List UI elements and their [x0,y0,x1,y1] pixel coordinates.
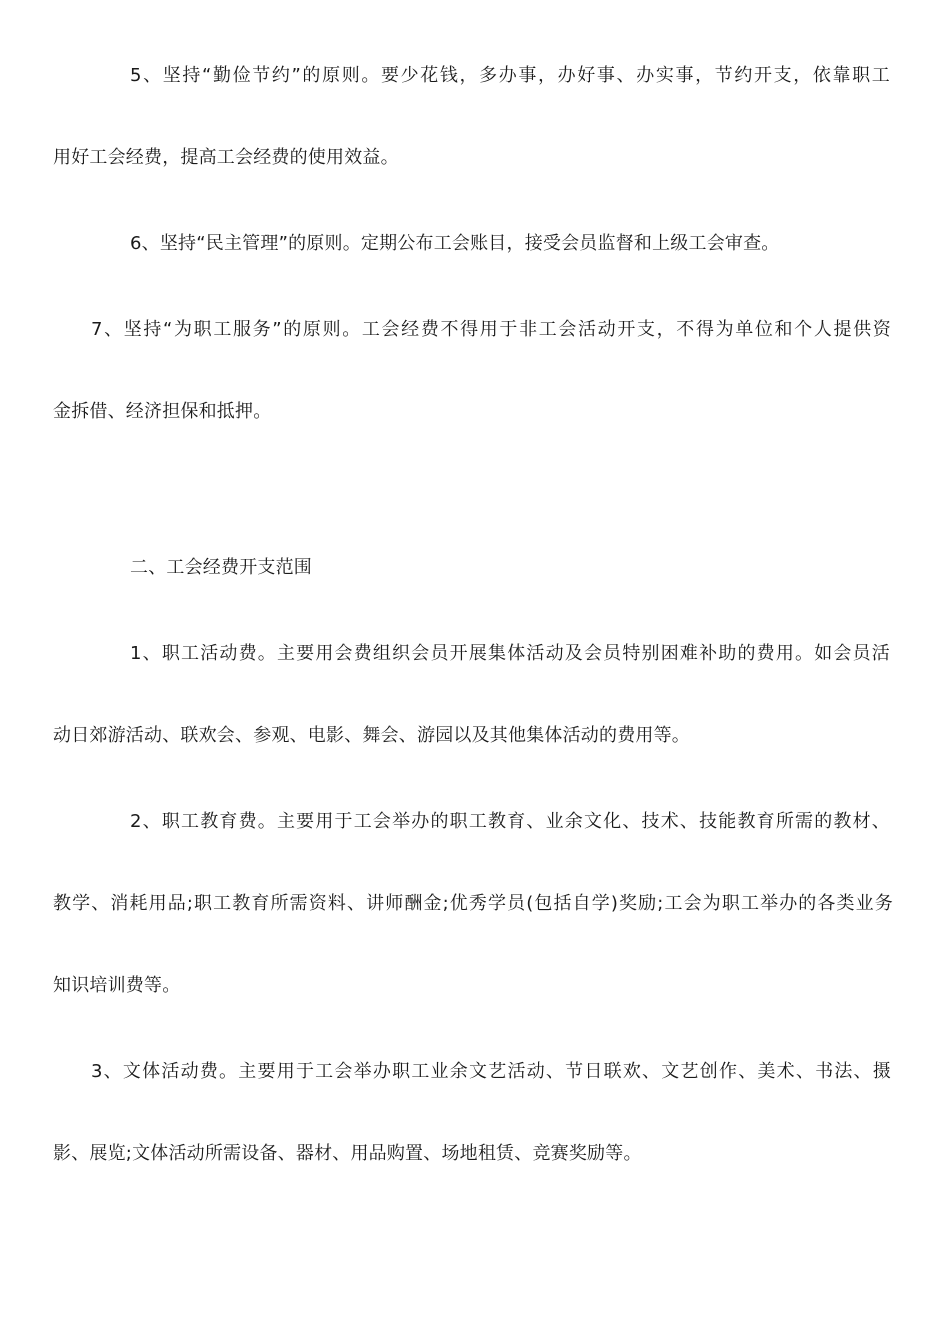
item-2-line-2: 教学、消耗用品;职工教育所需资料、讲师酬金;优秀学员(包括自学)奖励;工会为职工举办的各类业务 [53,893,893,914]
paragraph-5-line-2: 用好工会经费，提高工会经费的使用效益。 [53,147,399,168]
paragraph-7-line-2: 金拆借、经济担保和抵押。 [53,401,272,422]
item-2-line-1: 2、职工教育费。主要用于工会举办的职工教育、业余文化、技术、技能教育所需的教材、 [130,811,890,832]
item-3-line-1: 3、文体活动费。主要用于工会举办职工业余文艺活动、节日联欢、文艺创作、美术、书法、摄 [91,1061,891,1082]
item-2-line-3: 知识培训费等。 [53,975,181,996]
paragraph-6-line-1: 6、坚持“民主管理”的原则。定期公布工会账目，接受会员监督和上级工会审查。 [130,233,780,254]
item-1-line-2: 动日郊游活动、联欢会、参观、电影、舞会、游园以及其他集体活动的费用等。 [53,725,690,746]
section-heading: 二、工会经费开支范围 [130,557,312,578]
item-3-line-2: 影、展览;文体活动所需设备、器材、用品购置、场地租赁、竞赛奖励等。 [53,1143,642,1164]
paragraph-7-line-1: 7、坚持“为职工服务”的原则。工会经费不得用于非工会活动开支，不得为单位和个人提供资 [91,319,891,340]
item-1-line-1: 1、职工活动费。主要用会费组织会员开展集体活动及会员特别困难补助的费用。如会员活 [130,643,890,664]
paragraph-5-line-1: 5、坚持“勤俭节约”的原则。要少花钱，多办事，办好事、办实事，节约开支，依靠职工 [130,65,890,86]
